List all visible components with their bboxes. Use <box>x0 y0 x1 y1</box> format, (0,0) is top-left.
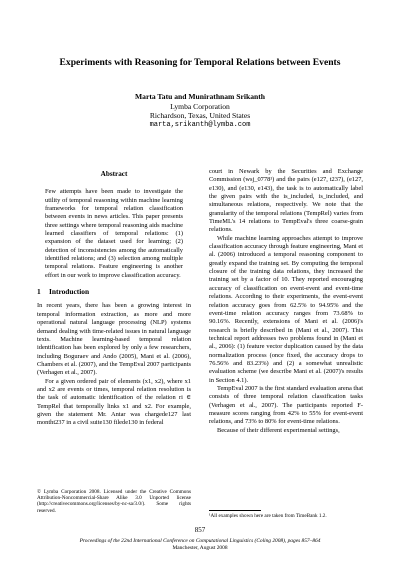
footnote-area <box>209 504 363 519</box>
proceedings-line: Proceedings of the 22nd International Conference on Computational Linguistics (Coling 2008), pages 857–864 <box>79 538 321 544</box>
venue-line: Manchester, August 2008 <box>172 545 228 551</box>
right-paragraph-1: court in Newark by the Securities and Exchange Commission (wsj_0778¹) and the pairs (e127, t237), (e127, e130), and (e130, e143), the task is to automatically label the given pairs with the is_included, is_included, and simultaneous relations, respectively. We note that the granularity of the temporal relations (TempRel) varies from TimeML's 14 relations to TempEval's three coarse-grain relations. <box>209 168 363 234</box>
page-number: 857 <box>194 526 206 534</box>
footnote-rule <box>209 510 261 511</box>
intro-paragraph-1: In recent years, there has been a growing interest in temporal information extraction, as more and more operational natural language processing (NLP) systems demand dealing with time-related issues in natural language texts. Machine learning-based temporal relation identification has been explored by only a few researchers, including Boguraev and Ando (2005), Mani et al. (2006), Chambers et al. (2007), and the TempEval 2007 participants (Verhagen et al., 2007). <box>37 302 191 377</box>
right-paragraph-4: Because of their different experimental settings, <box>217 426 340 434</box>
author-organization: Lymba Corporation <box>170 101 230 111</box>
section-heading-introduction <box>37 288 191 296</box>
right-paragraph-3: TempEval 2007 is the first standard evaluation arena that consists of three temporal relation classification tasks (Verhagen et al., 2007). The participants reported F-measure scores ranging from 42% to 55% for event-event relations, and 73% to 80% for event-time relations. <box>209 384 363 426</box>
right-paragraph-2: While machine learning approaches attempt to improve classification accuracy through feature engineering, Mani et al. (2006) introduced a temporal reasoning component to greatly expand the training set. By computing the temporal closure of the training data relations, they increased the training set by a factor of 10. They reported encouraging accuracy of classification on event-event and event-time relations. According to their experiments, the event-event relation accuracy goes from 62.5% to 94.95% and the event-time relation accuracy ranges from 73.68% to 90.16%. Recently, extensions of Mani et al. (2006)'s research is briefly described in (Mani et al., 2007). This technical report addresses two problems found in (Mani et al., 2006): (1) feature vector duplication caused by the data normalization process (once fixed, the accuracy drops to 76.56% and 83.23%) and (2) a somewhat unrealistic evaluation scheme (we describe Mani et al. (2007)'s results in Section 4.1). <box>209 234 363 384</box>
abstract-heading: Abstract <box>100 170 128 178</box>
author-names: Marta Tatu and Munirathnam Srikanth <box>135 92 265 101</box>
left-column <box>37 168 191 428</box>
author-block <box>20 92 380 130</box>
abstract-text: Few attempts have been made to investigate the utility of temporal reasoning within machine learning frameworks for temporal relation classification between events in news articles. This paper presents three settings where temporal reasoning aids machine learned classifiers of temporal relations: (1) expansion of the dataset used for learning; (2) detection of inconsistencies among the automatically identified relations; and (3) selection among multiple temporal relations. Feature engineering is another effort in our work to improve classification accuracy. <box>45 188 183 279</box>
license-note: © Lymba Corporation 2008. Licensed under the Creative Commons Attribution-Noncommercial-Share Alike 3.0 Unported license (http://creativecommons.org/licenses/by-nc-sa/3.0/). Some rights reserved. <box>37 489 191 514</box>
author-email: marta,srikanth@lymba.com <box>149 120 251 129</box>
footnote-text: ¹All examples shown here are taken from TimeBank 1.2. <box>209 513 327 519</box>
section-number: 1 <box>37 287 41 297</box>
paper-title: Experiments with Reasoning for Temporal Relations between Events <box>59 57 341 68</box>
author-address: Richardson, Texas, United States <box>149 111 251 121</box>
right-column <box>209 168 363 435</box>
intro-paragraph-2: For a given ordered pair of elements (x1, x2), where x1 and x2 are events or times, temporal relation resolution is the task of automatic identification of the relation ri ∈ TempRel that temporally links x1 and x2. For example, given the statement Mr. Antar was chargede127 last montht237 in a civil suite130 filede130 in federal <box>37 377 191 427</box>
section-title: Introduction <box>49 287 90 297</box>
